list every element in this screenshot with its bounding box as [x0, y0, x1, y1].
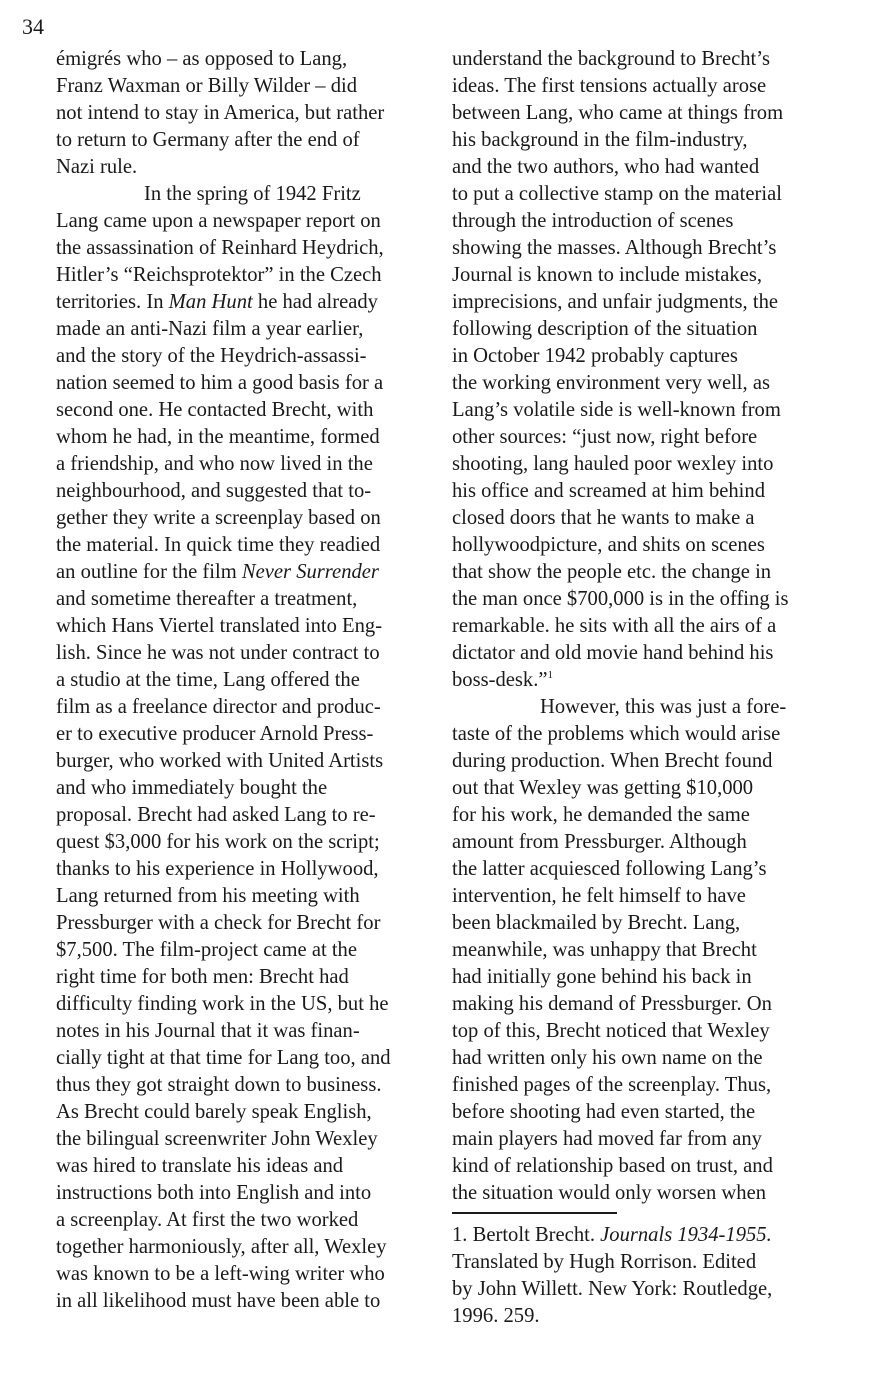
text-line: burger, who worked with United Artists	[56, 750, 384, 772]
text-line: Journal is known to include mistakes,	[452, 264, 763, 286]
text-run: he had already	[252, 291, 378, 313]
left-column	[56, 46, 428, 1315]
text-line: Lang came upon a newspaper report on	[56, 210, 381, 232]
text-line: was known to be a left-wing writer who	[56, 1263, 385, 1285]
text-line: between Lang, who came at things from	[452, 102, 784, 124]
text-line: in October 1942 probably captures	[452, 345, 738, 367]
text-line: Franz Waxman or Billy Wilder – did	[56, 75, 358, 97]
page-number: 34	[22, 14, 44, 39]
text-line: was hired to translate his ideas and	[56, 1155, 344, 1177]
text-line: understand the background to Brecht’s	[452, 48, 770, 70]
text-line: proposal. Brecht had asked Lang to re-	[56, 804, 376, 826]
text-line: dictator and old movie hand behind his	[452, 642, 774, 664]
text-line: the man once $700,000 is in the offing is	[452, 588, 789, 610]
text-line: As Brecht could barely speak English,	[56, 1101, 372, 1123]
text-line: shooting, lang hauled poor wexley into	[452, 453, 774, 475]
text-line: gether they write a screenplay based on	[56, 507, 381, 529]
text-line: to return to Germany after the end of	[56, 129, 360, 151]
text-line: that show the people etc. the change in	[452, 561, 772, 583]
text-line: and the two authors, who had wanted	[452, 156, 760, 178]
text-line: showing the masses. Although Brecht’s	[452, 237, 777, 259]
text-line: the material. In quick time they readied	[56, 534, 381, 556]
text-line: the assassination of Reinhard Heydrich,	[56, 237, 384, 259]
text-line: following description of the situation	[452, 318, 758, 340]
text-line: thus they got straight down to business.	[56, 1074, 382, 1096]
text-line: amount from Pressburger. Although	[452, 831, 747, 853]
text-line: top of this, Brecht noticed that Wexley	[452, 1020, 770, 1042]
text-line: had written only his own name on the	[452, 1047, 763, 1069]
text-line: which Hans Viertel translated into Eng-	[56, 615, 383, 637]
text-line: had initially gone behind his back in	[452, 966, 752, 988]
text-line	[56, 289, 428, 316]
text-line: a friendship, and who now lived in the	[56, 453, 373, 475]
text-line: imprecisions, and unfair judgments, the	[452, 291, 779, 313]
text-line: er to executive producer Arnold Press-	[56, 723, 374, 745]
text-line: meanwhile, was unhappy that Brecht	[452, 939, 757, 961]
text-line: making his demand of Pressburger. On	[452, 993, 772, 1015]
right-column	[452, 46, 828, 1207]
text-line: and the story of the Heydrich-assassi-	[56, 345, 367, 367]
text-line: and sometime thereafter a treatment,	[56, 588, 358, 610]
footnote-line: by John Willett. New York: Routledge,	[452, 1278, 773, 1300]
text-line: quest $3,000 for his work on the script;	[56, 831, 380, 853]
text-line: the latter acquiesced following Lang’s	[452, 858, 767, 880]
text-line: through the introduction of scenes	[452, 210, 734, 232]
text-run: territories. In	[56, 291, 169, 313]
text-line: second one. He contacted Brecht, with	[56, 399, 374, 421]
text-line: nation seemed to him a good basis for a	[56, 372, 384, 394]
text-line: a screenplay. At first the two worked	[56, 1209, 359, 1231]
footnote-book-title: Journals 1934-1955.	[600, 1224, 772, 1246]
footnote	[452, 1222, 828, 1330]
text-line: closed doors that he wants to make a	[452, 507, 755, 529]
text-line: film as a freelance director and produc-	[56, 696, 381, 718]
footnote-line	[452, 1222, 828, 1249]
text-line: whom he had, in the meantime, formed	[56, 426, 380, 448]
text-line: right time for both men: Brecht had	[56, 966, 349, 988]
text-line: the bilingual screenwriter John Wexley	[56, 1128, 378, 1150]
text-line: notes in his Journal that it was finan-	[56, 1020, 360, 1042]
text-line: hollywoodpicture, and shits on scenes	[452, 534, 765, 556]
text-line: before shooting had even started, the	[452, 1101, 756, 1123]
text-line: instructions both into English and into	[56, 1182, 372, 1204]
text-line: émigrés who – as opposed to Lang,	[56, 48, 348, 70]
film-title-man-hunt: Man Hunt	[168, 291, 253, 313]
text-line: lish. Since he was not under contract to	[56, 642, 380, 664]
text-line: Nazi rule.	[56, 156, 138, 178]
text-line: thanks to his experience in Hollywood,	[56, 858, 379, 880]
text-line: out that Wexley was getting $10,000	[452, 777, 754, 799]
text-line: remarkable. he sits with all the airs of a	[452, 615, 777, 637]
text-line: his background in the film-industry,	[452, 129, 748, 151]
text-line: intervention, he felt himself to have	[452, 885, 746, 907]
text-run: an outline for the film	[56, 561, 242, 583]
text-line: neighbourhood, and suggested that to-	[56, 480, 372, 502]
text-line: to put a collective stamp on the material	[452, 183, 782, 205]
footnote-reference[interactable]: 1	[547, 669, 554, 681]
text-line: during production. When Brecht found	[452, 750, 773, 772]
text-line: and who immediately bought the	[56, 777, 328, 799]
text-line: Pressburger with a check for Brecht for	[56, 912, 381, 934]
paragraph-start-line: However, this was just a fore-	[540, 696, 787, 718]
text-line: the working environment very well, as	[452, 372, 770, 394]
text-run: boss-desk.”	[452, 669, 548, 691]
text-line: finished pages of the screenplay. Thus,	[452, 1074, 772, 1096]
film-title-never-surrender: Never Surrender	[241, 561, 379, 583]
text-line: not intend to stay in America, but rather	[56, 102, 385, 124]
text-line: kind of relationship based on trust, and	[452, 1155, 773, 1177]
text-line: a studio at the time, Lang offered the	[56, 669, 360, 691]
text-line: Hitler’s “Reichsprotektor” in the Czech	[56, 264, 382, 286]
text-line: together harmoniously, after all, Wexley	[56, 1236, 387, 1258]
text-line: his office and screamed at him behind	[452, 480, 765, 502]
text-line: $7,500. The film-project came at the	[56, 939, 357, 961]
text-line: Lang returned from his meeting with	[56, 885, 360, 907]
footnote-line: Translated by Hugh Rorrison. Edited	[452, 1251, 757, 1273]
text-line: difficulty finding work in the US, but he	[56, 993, 389, 1015]
text-line: in all likelihood must have been able to	[56, 1290, 381, 1312]
text-line: the situation would only worsen when	[452, 1182, 767, 1204]
footnote-prefix: 1. Bertolt Brecht.	[452, 1224, 601, 1246]
paragraph-start-line: In the spring of 1942 Fritz	[144, 183, 361, 205]
text-line	[56, 559, 428, 586]
footnote-divider	[452, 1212, 617, 1214]
text-line: other sources: “just now, right before	[452, 426, 758, 448]
text-line	[452, 667, 828, 694]
text-line: made an anti-Nazi film a year earlier,	[56, 318, 364, 340]
footnote-line: 1996. 259.	[452, 1305, 540, 1327]
text-line: for his work, he demanded the same	[452, 804, 750, 826]
text-line: been blackmailed by Brecht. Lang,	[452, 912, 741, 934]
text-line: ideas. The first tensions actually arose	[452, 75, 767, 97]
text-line: taste of the problems which would arise	[452, 723, 781, 745]
text-line: Lang’s volatile side is well-known from	[452, 399, 781, 421]
text-line: cially tight at that time for Lang too, and	[56, 1047, 391, 1069]
text-line: main players had moved far from any	[452, 1128, 762, 1150]
